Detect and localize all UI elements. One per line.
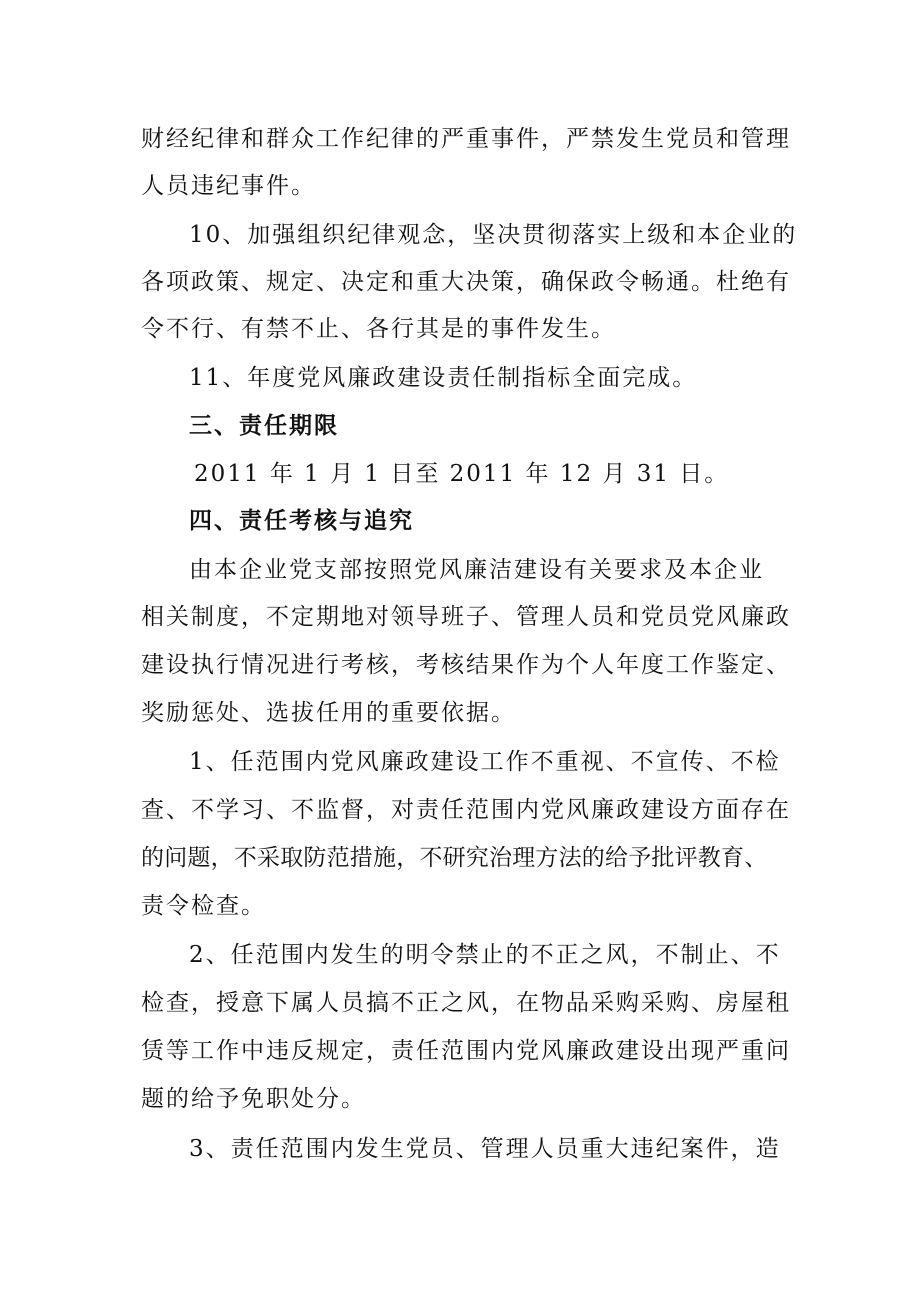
text-line: 题的给予免职处分。: [141, 1086, 366, 1112]
text-line: 1、任范围内党风廉政建设工作不重视、不宣传、不检: [189, 749, 781, 775]
text-line: 责令检查。: [141, 893, 266, 919]
text-line: 人员违纪事件。: [141, 173, 316, 199]
text-line: 赁等工作中违反规定，责任范围内党风廉政建设出现严重问: [141, 1038, 791, 1064]
text-line: 奖励惩处、选拔任用的重要依据。: [141, 700, 516, 726]
section-heading-term: 三、责任期限: [189, 413, 339, 439]
text-line: 10、加强组织纪律观念，坚决贯彻落实上级和本企业的: [189, 222, 798, 248]
text-line: 检查，授意下属人员搞不正之风，在物品采购采购、房屋租: [141, 990, 791, 1016]
text-line: 2011 年 1 月 1 日至 2011 年 12 月 31 日。: [194, 461, 730, 487]
text-line: 11、年度党风廉政建设责任制指标全面完成。: [189, 365, 698, 391]
text-line: 的问题，不采取防范措施，不研究治理方法的给予批评教育、: [141, 845, 768, 871]
text-line: 由本企业党支部按照党风廉洁建设有关要求及本企业: [189, 557, 764, 583]
text-line: 各项政策、规定、决定和重大决策，确保政令畅通。杜绝有: [141, 269, 791, 295]
section-heading-assessment: 四、责任考核与追究: [189, 508, 414, 534]
text-line: 查、不学习、不监督，对责任范围内党风廉政建设方面存在: [141, 797, 791, 823]
text-line: 2、任范围内发生的明令禁止的不正之风，不制止、不: [189, 942, 781, 968]
text-line: 3、责任范围内发生党员、管理人员重大违纪案件，造: [189, 1136, 781, 1162]
text-line: 财经纪律和群众工作纪律的严重事件，严禁发生党员和管理: [141, 126, 791, 152]
text-line: 建设执行情况进行考核，考核结果作为个人年度工作鉴定、: [141, 652, 791, 678]
text-line: 令不行、有禁不止、各行其是的事件发生。: [141, 316, 616, 342]
text-line: 相关制度，不定期地对领导班子、管理人员和党员党风廉政: [141, 604, 791, 630]
